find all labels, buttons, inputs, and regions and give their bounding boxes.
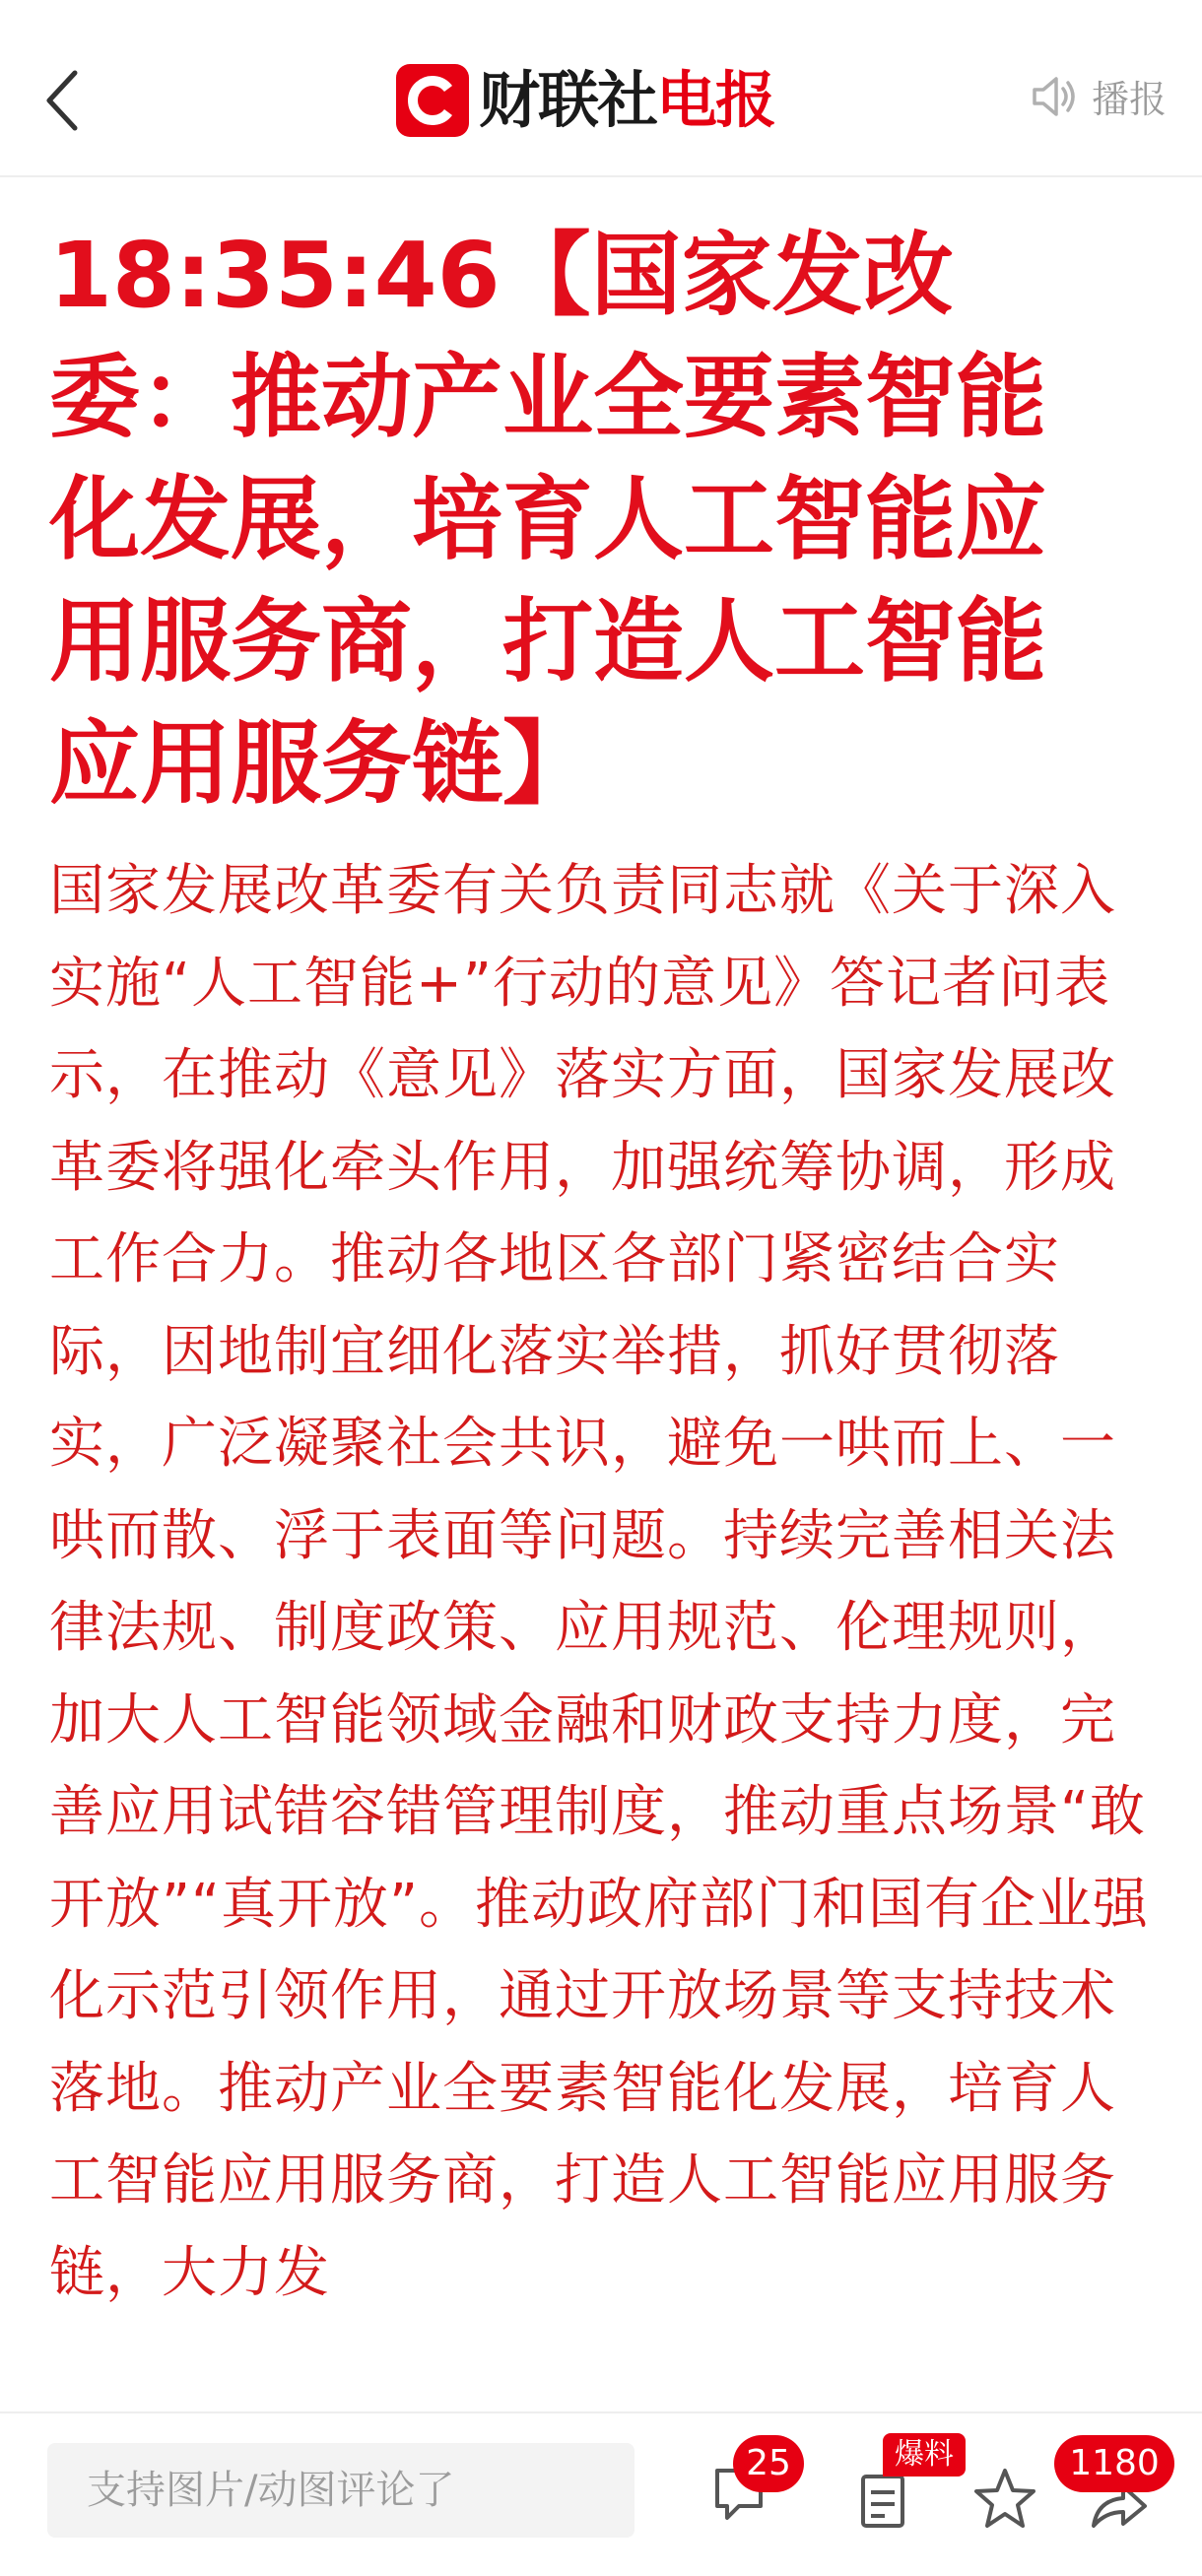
tip-off-button[interactable]	[857, 2469, 916, 2534]
broadcast-label: 播报	[1091, 78, 1167, 121]
star-icon	[971, 2465, 1038, 2532]
document-edit-icon	[857, 2469, 916, 2534]
logo-mark	[396, 64, 469, 137]
favorite-button[interactable]	[971, 2465, 1038, 2532]
logo-text-accent: 电报	[656, 64, 775, 136]
share-count-badge: 1180	[1054, 2435, 1174, 2492]
logo-c-icon	[405, 73, 460, 128]
logo-text-primary: 财联社	[479, 64, 657, 136]
comment-count-badge: 25	[733, 2435, 804, 2492]
chevron-left-icon	[39, 61, 89, 140]
bottom-action-bar	[0, 2411, 1202, 2576]
comment-input[interactable]	[47, 2443, 634, 2538]
speaker-icon	[1029, 72, 1078, 121]
article-body: 国家发展改革委有关负责同志就《关于深入实施“人工智能+”行动的意见》答记者问表示，在推动《意见》落实方面，国家发展改革委将强化牵头作用，加强统筹协调，形成工作合力。推动各地区各部门紧密结合实际，因地制宜细化落实举措，抓好贯彻落实，广泛凝聚社会共识，避免一哄而上、一哄而散、浮于表面等问题。持续完善相关法律法规、制度政策、应用规范、伦理规则，加大人工智能领域金融和财政支持力度，完善应用试错容错管理制度，推动重点场景“敢开放”“真开放”。推动政府部门和国有企业强化示范引领作用，通过开放场景等支持技术落地。推动产业全要素智能化发展，培育人工智能应用服务商，打造人工智能应用服务链，大力发	[49, 859, 1150, 2305]
app-logo	[396, 59, 774, 142]
top-nav-bar	[0, 0, 1202, 177]
tip-off-tag: 爆料	[883, 2433, 966, 2477]
back-button[interactable]	[39, 61, 89, 140]
broadcast-button[interactable]	[1029, 69, 1167, 123]
article-title: 18:35:46【国家发改委：推动产业全要素智能化发展，培育人工智能应用服务商，打造人工智能应用服务链】	[49, 223, 1047, 817]
